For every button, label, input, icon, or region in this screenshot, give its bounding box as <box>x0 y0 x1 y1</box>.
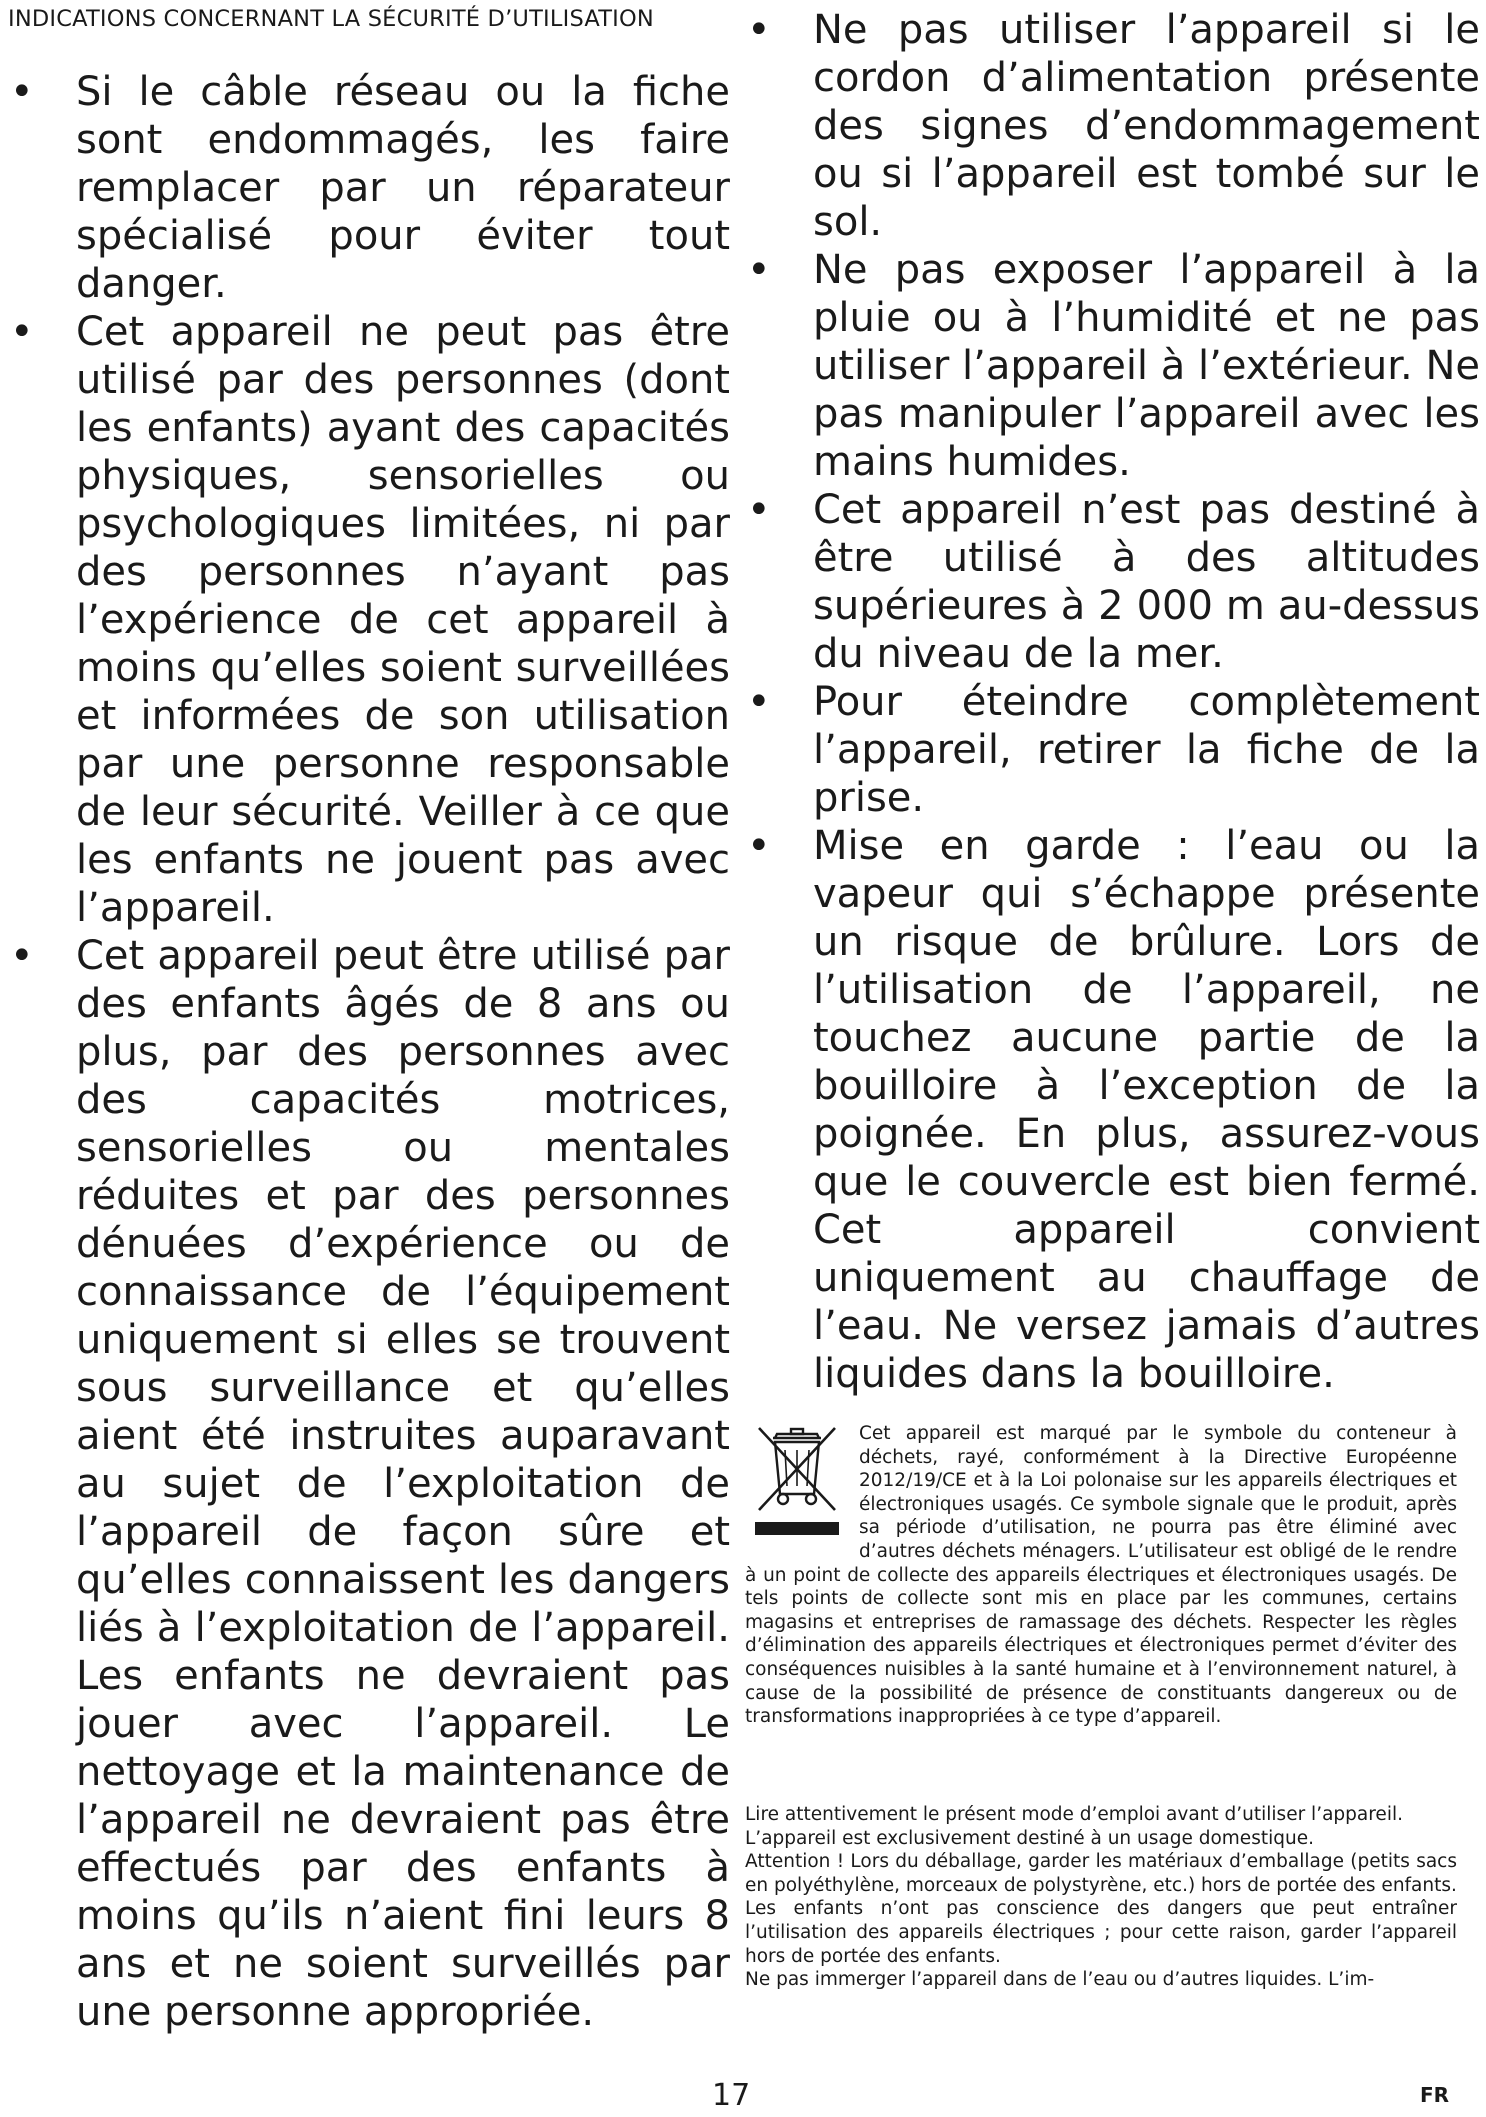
safety-item: • Ne pas exposer l’appareil à la pluie ou à l’humidité et ne pas utiliser l’appareil à l’extérieur. Ne pas manipuler l’appareil avec les mains humides. <box>745 246 1480 486</box>
usage-notes <box>745 1803 1457 1992</box>
language-code: FR <box>1420 2083 1450 2107</box>
note-paragraph: L’appareil est exclusivement destiné à un usage domestique. <box>745 1827 1314 1849</box>
page-header: INDICATIONS CONCERNANT LA SÉCURITÉ D’UTILISATION <box>8 6 654 32</box>
safety-item: • Cet appareil ne peut pas être utilisé par des personnes (dont les enfants) ayant des capacités physiques, sensorielles ou psychologiques limitées, ni par des personnes n’ayant pas l’expérience de cet appareil à moins qu’elles soient surveillées et informées de son utilisation par une personne responsable de leur sécurité. Veiller à ce que les enfants ne jouent pas avec l’appareil. <box>8 308 730 932</box>
safety-item: • Cet appareil n’est pas destiné à être utilisé à des altitudes supérieures à 2 000 m au-dessus du niveau de la mer. <box>745 486 1480 678</box>
note-paragraph: Lire attentivement le présent mode d’emploi avant d’utiliser l’appareil. <box>745 1804 1403 1825</box>
note-paragraph: Attention ! Lors du déballage, garder les matériaux d’emballage (petits sacs en polyéthylène, morceaux de polystyrène, etc.) hors de portée des enfants. <box>745 1851 1457 1896</box>
safety-item: • Pour éteindre complètement l’appareil, retirer la fiche de la prise. <box>745 678 1480 822</box>
safety-item: • Mise en garde : l’eau ou la vapeur qui s’échappe présente un risque de brûlure. Lors de l’utilisation de l’appareil, ne touchez aucune partie de la bouilloire à l’exception de la poignée. En plus, assurez-vous que le couvercle est bien fermé. Cet appareil convient uniquement au chauffage de l’eau. Ne versez jamais d’autres liquides dans la bouilloire. <box>745 822 1480 1398</box>
safety-item: • Ne pas utiliser l’appareil si le cordon d’alimentation présente des signes d’endommagement ou si l’appareil est tombé sur le sol. <box>745 6 1480 246</box>
note-paragraph: Ne pas immerger l’appareil dans de l’eau ou d’autres liquides. L’im- <box>745 1969 1375 1991</box>
left-safety-list <box>8 68 730 2036</box>
weee-text: Cet appareil est marqué par le symbole du conteneur à déchets, rayé, conformément à la Directive Européenne 2012/19/CE et à la Loi polonaise sur les appareils électriques et électroniques usagés. Ce symbole signale que le produit, après sa période d’utilisation, ne pourra pas être éliminé avec d’autres déchets ménagers. L’utilisateur est obligé de le rendre à un point de collecte des appareils électriques et électroniques usagés. De tels points de collecte sont mis en place par les communes, certains magasins et entreprises de ramassage des déchets. Respecter les règles d’élimination des appareils électriques et électroniques permet d’éviter des conséquences nuisibles à la santé humaine et à l’environnement naturel, à cause de la possibilité de présence de constituants dangereux ou de transformations inappropriées à ce type d’appareil. <box>745 1423 1457 1728</box>
safety-item: • Cet appareil peut être utilisé par des enfants âgés de 8 ans ou plus, par des personnes avec des capacités motrices, sensorielles ou mentales réduites et par des personnes dénuées d’expérience ou de connaissance de l’équipement uniquement si elles se trouvent sous surveillance et qu’elles aient été instruites auparavant au sujet de l’exploitation de l’appareil de façon sûre et qu’elles connaissent les dangers liés à l’exploitation de l’appareil. Les enfants ne devraient pas jouer avec l’appareil. Le nettoyage et la maintenance de l’appareil ne devraient pas être effectués par des enfants à moins qu’ils n’aient fini leurs 8 ans et ne soient surveillés par une personne appropriée. <box>8 932 730 2036</box>
weee-notice <box>745 1422 1457 1729</box>
note-paragraph: Les enfants n’ont pas conscience des dangers que peut entraîner l’utilisation des appareils électriques ; pour cette raison, garder l’appareil hors de portée des enfants. <box>745 1898 1457 1967</box>
right-safety-list <box>745 6 1480 1398</box>
safety-item: • Si le câble réseau ou la fiche sont endommagés, les faire remplacer par un réparateur spécialisé pour éviter tout danger. <box>8 68 730 308</box>
crossed-out-wheelie-bin-icon <box>745 1422 849 1540</box>
page-number: 17 <box>712 2078 751 2113</box>
